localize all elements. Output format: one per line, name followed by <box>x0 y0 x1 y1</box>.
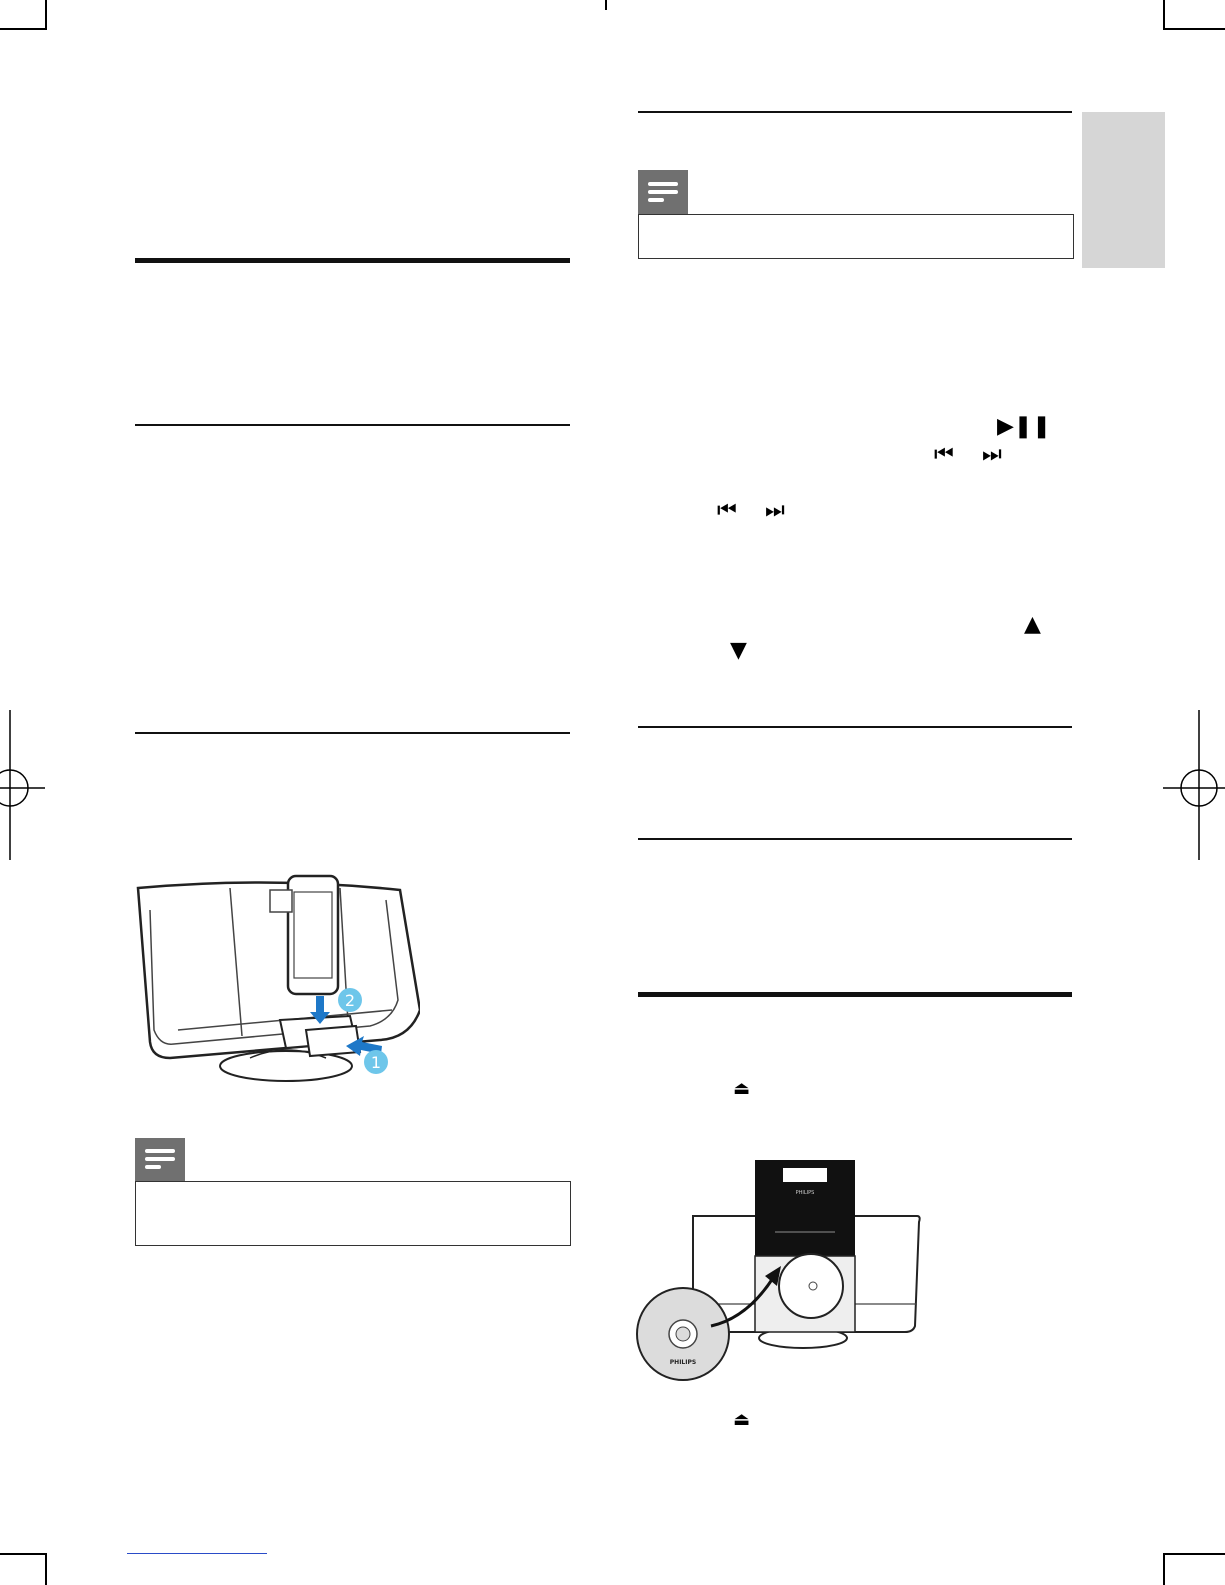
svg-text:2: 2 <box>344 991 356 1010</box>
crop-mark <box>1163 28 1225 30</box>
note-icon <box>648 181 680 205</box>
disc-brand: PHILIPS <box>669 1359 697 1366</box>
section-rule <box>638 111 1072 113</box>
language-tab <box>1082 112 1165 268</box>
next-icon: ⏭ <box>982 442 1002 467</box>
eject-icon: ⏏ <box>733 1409 751 1430</box>
dock-illustration <box>130 870 420 1090</box>
note-box <box>638 214 1074 259</box>
crop-mark <box>45 0 47 30</box>
up-icon: ▲ <box>1024 612 1041 637</box>
section-rule <box>135 732 570 734</box>
crop-mark <box>1163 1553 1165 1585</box>
stand-base <box>220 1051 352 1081</box>
crop-mark <box>127 1553 267 1554</box>
crop-mark <box>0 1553 47 1555</box>
note-icon <box>145 1148 177 1172</box>
section-rule <box>135 424 570 426</box>
previous-icon: ⏮ <box>934 442 954 467</box>
down-icon: ▼ <box>730 638 747 663</box>
section-rule <box>135 258 570 263</box>
crop-mark <box>45 1553 47 1585</box>
registration-mark-left <box>0 710 50 860</box>
crop-mark <box>605 0 607 10</box>
crop-mark <box>0 28 47 30</box>
crop-mark <box>1163 1553 1225 1555</box>
registration-mark-right <box>1163 710 1225 860</box>
eject-icon: ⏏ <box>733 1078 751 1099</box>
unit-brand: PHILIPS <box>795 1190 815 1196</box>
next-icon: ⏭ <box>765 498 785 523</box>
crop-mark <box>1163 0 1165 30</box>
previous-icon: ⏮ <box>717 498 737 523</box>
play-pause-icon: ▶❚❚ <box>997 414 1051 439</box>
note-box <box>135 1181 571 1246</box>
section-rule <box>638 992 1072 997</box>
svg-text:1: 1 <box>370 1053 382 1072</box>
cd-load-illustration <box>635 1158 925 1388</box>
section-rule <box>638 838 1072 840</box>
section-rule <box>638 726 1072 728</box>
